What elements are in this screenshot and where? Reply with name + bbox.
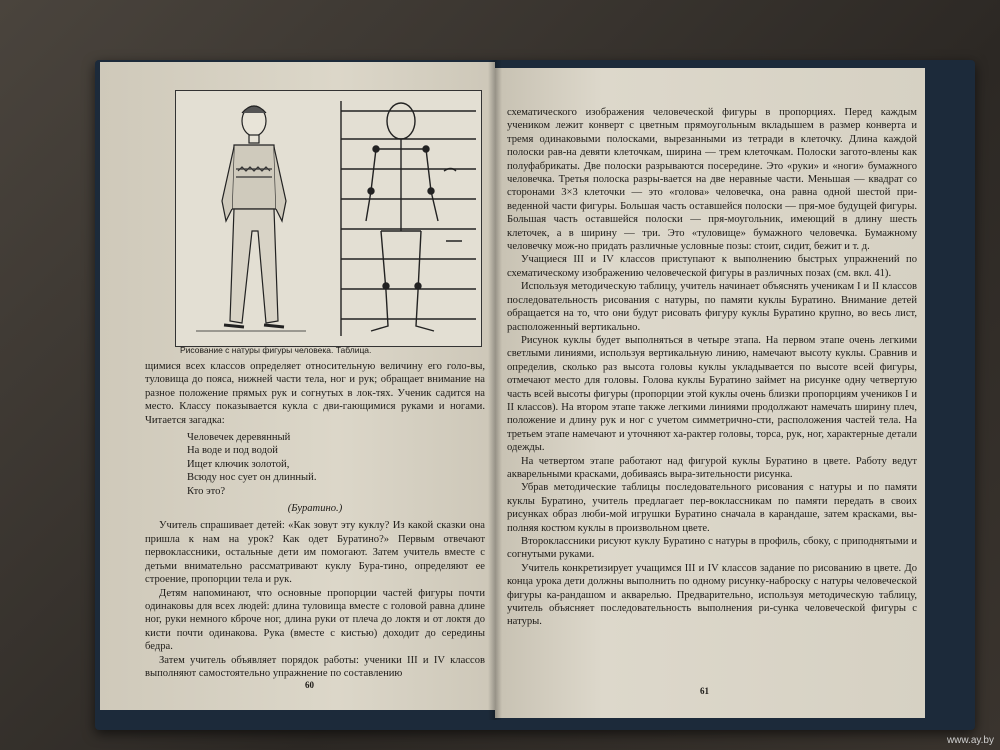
paragraph: Второклассники рисуют куклу Буратино с натуры в профиль, сбоку, с приподнятыми и согнутыми руками. bbox=[507, 536, 917, 561]
paragraph: Учитель конкретизирует учащимся III и IV классов задание по рисованию в цвете. До конца урока дети должны выполнить по одному рисунку-наброску с натуры человеческой фигуры ка-рандашом и акварелью. Предварительно, используя методическую таблицу, учитель объясняет последовательность выполнения ри-сунка человеческой фигуры с натуры. bbox=[507, 562, 917, 628]
paragraph: Убрав методические таблицы последовательного рисования с натуры и по памяти куклы Буратино, учитель предлагает пер-вокласcникам по памяти передать в своих рисунках образ люби-мой игрушки Буратино сначала в карандаше, затем красками, вы-полняя костюм куклы в произвольном цвете. bbox=[507, 482, 917, 534]
right-page-text bbox=[507, 106, 917, 629]
poem-line: Ищет ключик золотой, bbox=[187, 458, 290, 470]
paragraph: Рисунок куклы будет выполняться в четыре этапа. На первом этапе очень легкими светлыми линиями, используя вертикальную линию, намечают высоту куклы. Сравнив и определив, сколько раз высота головы куклы укладывается по высоте всей фигуры, отмечают место для головы. Голова куклы Буратино займет на рисунке одну четвертую часть всей высоты фигуры (пропорции этой куклы очень близки пропорциям учеников I и II классов). На втором этапе также легкими линиями продолжают намечать ширину плеч, положение и длину рук и ног с учетом симметрично-сти, расположения частей тела. На третьем этапе намечают и уточняют ха-рактер головы, торса, рук, ног, характерные детали одежды. bbox=[507, 334, 917, 454]
paragraph: Затем учитель объявляет порядок работы: ученики III и IV классов выполняют самостоятельно упражнение по составлению bbox=[145, 654, 485, 679]
page-number: 61 bbox=[700, 686, 709, 696]
book-gutter bbox=[488, 60, 502, 720]
poem-line: Кто это? bbox=[187, 485, 226, 497]
riddle-poem bbox=[187, 431, 485, 498]
right-page bbox=[495, 68, 925, 718]
paragraph: На четвертом этапе работают над фигурой куклы Буратино в цвете. Работу ведут акварельными красками, добиваясь выра-зительности рисунка. bbox=[507, 455, 917, 480]
paragraph: Используя методическую таблицу, учитель начинает объяснять ученикам I и II классов последовательность рисования с натуры, по памяти куклы Буратино. Внимание детей обращается на то, что они будут рисовать фигуру куклы Буратино крупно, во весь лист, расположенный вертикально. bbox=[507, 281, 917, 333]
paragraph: Детям напоминают, что основные пропорции частей фигуры почти одинаковы для всех людей: длина туловища вместе с головой равна длине ног, руки немного кброче ног, длина руки от плеча до локтя и от локтя до кисти почти одинакова. Рука (вместе с кистью) доходит до середины бедра. bbox=[145, 587, 485, 653]
left-page bbox=[100, 62, 495, 710]
boy-and-grid-drawing bbox=[176, 91, 481, 346]
illustration-figure bbox=[175, 90, 482, 347]
paragraph: схематического изображения человеческой фигуры в пропорциях. Перед каждым учеником лежит конверт с цветным прямоугольным вкладышем в размер конверта и тремя одинаковыми полосками, вырезанными из тетради в клеточку. Длина каждой полоски рав-на девяти клеточкам, ширина — трем клеточкам. Полоски загото-влены как полуфабрикаты. Две полоски разрываются посередине. Это «руки» и «ноги» бумажного человечка. Третья полоска разры-вается на две неравные части. Меньшая — квадрат со сторонами 3×3 клеточки — это «голова» человечка, она равна одной шестой при-веденной части фигуры. Большая часть оставшейся полоски — пря-мое будущей фигуры. Большая часть оставшейся полоски — пря-моугольник, имеющий в длину шесть клеточек, а в ширину — три. Это «туловище» бумажного человечка. Бумажному человечку мож-но придать различные условные позы: стоит, сидит, бежит и т. д. bbox=[507, 107, 917, 253]
riddle-answer: (Буратино.) bbox=[287, 503, 343, 515]
left-page-text bbox=[145, 360, 485, 680]
poem-line: Человечек деревянный bbox=[187, 432, 291, 444]
paragraph: щимися всех классов определяет относительную величину его голо-вы, туловища до пояса, нижней части тела, ног и рук; обращает внимание на разное положение прямых рук и согнутых в лок-тях. Ученик садится на место. Классу показывается кукла с дви-гающимися руками и ногами. Читается загадка: bbox=[145, 361, 485, 426]
paragraph: Учащиеся III и IV классов приступают к выполнению быстрых упражнений по схематическому изображению человеческой фигуры в различных позах (см. вкл. 41). bbox=[507, 254, 917, 279]
poem-line: Всюду нос сует он длинный. bbox=[187, 472, 317, 484]
poem-line: На воде и под водой bbox=[187, 445, 278, 457]
watermark: www.ay.by bbox=[946, 735, 994, 746]
paragraph: Учитель спрашивает детей: «Как зовут эту куклу? Из какой сказки она пришла к нам на урок? Как одет Буратино?» Первым отвечают первоклассники, остальные дети им помогают. Затем учитель вместе с детьми внимательно рассматривают куклу Бура-тино, определяют ее строение, пропорции тела и рук. bbox=[145, 520, 485, 586]
page-number: 60 bbox=[305, 680, 314, 690]
figure-caption: Рисование с натуры фигуры человека. Таблица. bbox=[180, 345, 372, 355]
